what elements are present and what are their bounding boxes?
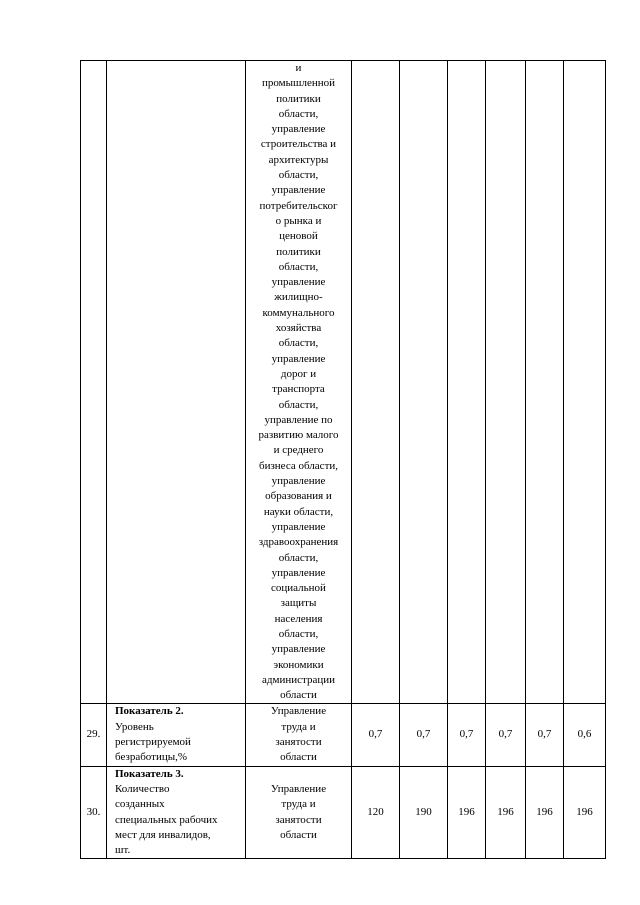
responsible-line: области bbox=[280, 828, 317, 841]
row-number-cell: 30. bbox=[81, 766, 107, 859]
value-cell bbox=[564, 61, 606, 704]
responsible-line: управление bbox=[271, 566, 326, 579]
responsible-line: администрации bbox=[262, 673, 335, 686]
responsible-line: политики bbox=[276, 92, 321, 105]
responsible-line: хозяйства bbox=[275, 322, 322, 335]
responsible-line: Управление bbox=[270, 782, 327, 795]
value-cell: 196 bbox=[526, 766, 564, 859]
responsible-line: жилищно- bbox=[274, 291, 323, 304]
responsible-line: управление bbox=[271, 276, 326, 289]
responsible-line: науки области, bbox=[263, 505, 334, 518]
responsible-line: занятости bbox=[275, 813, 322, 826]
value-cell: 0,7 bbox=[352, 704, 400, 766]
value-cell: 196 bbox=[486, 766, 526, 859]
responsible-line: о рынка и bbox=[275, 214, 322, 227]
responsible-line: области, bbox=[278, 107, 319, 120]
responsible-line: коммунального bbox=[262, 306, 335, 319]
responsible-line: области, bbox=[278, 627, 319, 640]
responsible-line: защиты bbox=[280, 597, 317, 610]
responsible-line: промышленной bbox=[261, 77, 336, 90]
responsible-line: области, bbox=[278, 260, 319, 273]
value-cell: 0,7 bbox=[526, 704, 564, 766]
table-row-continuation bbox=[81, 61, 606, 704]
responsible-line: и среднего bbox=[273, 444, 324, 457]
value-cell: 0,6 bbox=[564, 704, 606, 766]
responsible-line: управление bbox=[271, 123, 326, 136]
indicator-text-line: безработицы,% bbox=[115, 751, 188, 764]
value-cell: 190 bbox=[400, 766, 448, 859]
responsible-line: и bbox=[295, 62, 302, 74]
indicators-table bbox=[80, 60, 606, 859]
responsible-line: здравоохранения bbox=[258, 536, 339, 549]
responsible-line: Управление bbox=[270, 705, 327, 718]
value-cell bbox=[400, 61, 448, 704]
responsible-lines bbox=[246, 782, 351, 843]
responsible-line: образования и bbox=[265, 490, 332, 503]
responsible-line: архитектуры bbox=[268, 153, 329, 166]
responsible-cell bbox=[246, 61, 352, 704]
indicator-cell bbox=[107, 704, 246, 766]
table-row-29 bbox=[81, 704, 606, 766]
responsible-line: области, bbox=[278, 337, 319, 350]
indicator-text-line: специальных рабочих bbox=[115, 813, 218, 826]
value-cell: 0,7 bbox=[448, 704, 486, 766]
responsible-cell bbox=[246, 704, 352, 766]
responsible-line: занятости bbox=[275, 736, 322, 749]
value-cell bbox=[486, 61, 526, 704]
responsible-line: управление bbox=[271, 520, 326, 533]
responsible-line: экономики bbox=[273, 658, 324, 671]
responsible-line: потребительског bbox=[259, 199, 338, 212]
responsible-line: населения bbox=[274, 612, 323, 625]
responsible-line: области, bbox=[278, 398, 319, 411]
value-cell: 0,7 bbox=[486, 704, 526, 766]
indicator-text-line: шт. bbox=[115, 844, 131, 857]
indicator-cell bbox=[107, 61, 246, 704]
indicator-text-line: регистрируемой bbox=[115, 736, 191, 749]
row-number-cell: 29. bbox=[81, 704, 107, 766]
responsible-line: области, bbox=[278, 551, 319, 564]
responsible-line: политики bbox=[276, 245, 321, 258]
responsible-line: бизнеса области, bbox=[258, 459, 339, 472]
responsible-line: ценовой bbox=[279, 230, 318, 243]
indicator-text-line: Уровень bbox=[115, 720, 154, 733]
responsible-line: области bbox=[280, 689, 317, 702]
value-cell: 0,7 bbox=[400, 704, 448, 766]
responsible-line: управление bbox=[271, 184, 326, 197]
responsible-cell bbox=[246, 766, 352, 859]
indicator-cell bbox=[107, 766, 246, 859]
responsible-line: области bbox=[280, 751, 317, 764]
indicator-title: Показатель 3. bbox=[115, 767, 184, 780]
value-cell: 120 bbox=[352, 766, 400, 859]
indicator-text-line: созданных bbox=[115, 798, 165, 811]
responsible-line: социальной bbox=[271, 582, 326, 595]
indicator-title: Показатель 2. bbox=[115, 705, 184, 718]
value-cell bbox=[526, 61, 564, 704]
indicator-text-line: мест для инвалидов, bbox=[115, 828, 211, 841]
responsible-line: управление bbox=[271, 475, 326, 488]
responsible-line: транспорта bbox=[272, 383, 325, 396]
indicator-text-line: Количество bbox=[115, 782, 170, 795]
responsible-lines bbox=[246, 61, 351, 703]
responsible-line: строительства и bbox=[260, 138, 337, 151]
responsible-line: области, bbox=[278, 169, 319, 182]
row-number-cell bbox=[81, 61, 107, 704]
responsible-line: управление по bbox=[264, 413, 333, 426]
value-cell bbox=[352, 61, 400, 704]
value-cell: 196 bbox=[448, 766, 486, 859]
table-row-30 bbox=[81, 766, 606, 859]
responsible-line: труда и bbox=[281, 720, 316, 733]
responsible-line: труда и bbox=[281, 798, 316, 811]
responsible-lines bbox=[246, 704, 351, 765]
value-cell: 196 bbox=[564, 766, 606, 859]
responsible-line: управление bbox=[271, 643, 326, 656]
value-cell bbox=[448, 61, 486, 704]
responsible-line: дорог и bbox=[280, 367, 317, 380]
responsible-line: управление bbox=[271, 352, 326, 365]
responsible-line: развитию малого bbox=[258, 429, 339, 442]
